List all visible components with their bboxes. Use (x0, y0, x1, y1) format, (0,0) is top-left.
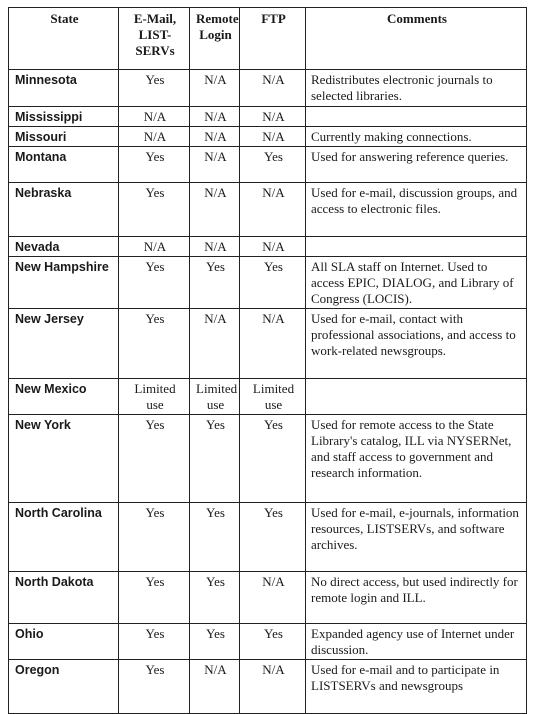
header-ftp: FTP (240, 8, 306, 70)
state-cell: Ohio (9, 624, 119, 660)
remote-login-cell: N/A (190, 237, 240, 257)
state-cell: Oregon (9, 660, 119, 714)
state-cell: Montana (9, 147, 119, 183)
state-cell: Missouri (9, 127, 119, 147)
header-comments: Comments (306, 8, 527, 70)
table-header (9, 8, 527, 70)
table-row (9, 257, 527, 309)
table-row (9, 415, 527, 503)
comment-cell: Used for e-mail and to participate in LISTSERVs and newsgroups (306, 660, 527, 714)
table-body (9, 70, 527, 714)
table-row (9, 503, 527, 572)
remote-login-cell: N/A (190, 309, 240, 379)
email-cell: N/A (119, 107, 190, 127)
comment-cell: Used for answering reference queries. (306, 147, 527, 183)
state-cell: North Dakota (9, 572, 119, 624)
ftp-cell: Yes (240, 624, 306, 660)
table-row (9, 237, 527, 257)
comment-cell: Currently making connections. (306, 127, 527, 147)
table-row (9, 309, 527, 379)
state-cell: North Carolina (9, 503, 119, 572)
ftp-cell: N/A (240, 572, 306, 624)
header-email-listservs: E-Mail, LIST-SERVs (119, 8, 190, 70)
internet-use-table (8, 7, 527, 714)
ftp-cell: Yes (240, 503, 306, 572)
table-row (9, 572, 527, 624)
ftp-cell: N/A (240, 183, 306, 237)
remote-login-cell: Limited use (190, 379, 240, 415)
comment-cell: All SLA staff on Internet. Used to access EPIC, DIALOG, and Library of Congress (LOCIS). (306, 257, 527, 309)
email-cell: Yes (119, 415, 190, 503)
table-row (9, 107, 527, 127)
email-cell: Yes (119, 660, 190, 714)
remote-login-cell: Yes (190, 415, 240, 503)
ftp-cell: Yes (240, 147, 306, 183)
email-cell: Yes (119, 624, 190, 660)
ftp-cell: N/A (240, 660, 306, 714)
comment-cell: Used for e-mail, discussion groups, and access to electronic files. (306, 183, 527, 237)
state-cell: New Mexico (9, 379, 119, 415)
table-row (9, 379, 527, 415)
header-state: State (9, 8, 119, 70)
comment-cell (306, 237, 527, 257)
state-cell: Nevada (9, 237, 119, 257)
table-row (9, 183, 527, 237)
table-row (9, 147, 527, 183)
email-cell: Yes (119, 257, 190, 309)
remote-login-cell: Yes (190, 257, 240, 309)
email-cell: Yes (119, 572, 190, 624)
remote-login-cell: N/A (190, 183, 240, 237)
email-cell: Yes (119, 70, 190, 107)
email-cell: Yes (119, 183, 190, 237)
remote-login-cell: Yes (190, 624, 240, 660)
email-cell: Yes (119, 147, 190, 183)
remote-login-cell: N/A (190, 127, 240, 147)
email-cell: N/A (119, 127, 190, 147)
email-cell: Yes (119, 309, 190, 379)
table-row (9, 624, 527, 660)
email-cell: N/A (119, 237, 190, 257)
state-cell: Minnesota (9, 70, 119, 107)
state-cell: Mississippi (9, 107, 119, 127)
ftp-cell: Yes (240, 257, 306, 309)
comment-cell (306, 379, 527, 415)
ftp-cell: Yes (240, 415, 306, 503)
document-page (8, 7, 526, 705)
email-cell: Yes (119, 503, 190, 572)
state-cell: New York (9, 415, 119, 503)
state-cell: New Jersey (9, 309, 119, 379)
email-cell: Limited use (119, 379, 190, 415)
ftp-cell: N/A (240, 237, 306, 257)
ftp-cell: N/A (240, 127, 306, 147)
comment-cell: No direct access, but used indirectly for remote login and ILL. (306, 572, 527, 624)
ftp-cell: N/A (240, 70, 306, 107)
comment-cell: Expanded agency use of Internet under discussion. (306, 624, 527, 660)
remote-login-cell: Yes (190, 503, 240, 572)
remote-login-cell: N/A (190, 660, 240, 714)
header-row (9, 8, 527, 70)
state-cell: New Hampshire (9, 257, 119, 309)
comment-cell: Redistributes electronic journals to selected libraries. (306, 70, 527, 107)
comment-cell (306, 107, 527, 127)
comment-cell: Used for e-mail, contact with professional associations, and access to work-related newsgroups. (306, 309, 527, 379)
ftp-cell: N/A (240, 309, 306, 379)
remote-login-cell: N/A (190, 70, 240, 107)
state-cell: Nebraska (9, 183, 119, 237)
comment-cell: Used for remote access to the State Library's catalog, ILL via NYSERNet, and staff access to government and research information. (306, 415, 527, 503)
ftp-cell: N/A (240, 107, 306, 127)
table-row (9, 70, 527, 107)
header-remote-login: Remote Login (190, 8, 240, 70)
remote-login-cell: N/A (190, 147, 240, 183)
remote-login-cell: Yes (190, 572, 240, 624)
comment-cell: Used for e-mail, e-journals, information resources, LISTSERVs, and software archives. (306, 503, 527, 572)
ftp-cell: Limited use (240, 379, 306, 415)
table-row (9, 127, 527, 147)
remote-login-cell: N/A (190, 107, 240, 127)
table-row (9, 660, 527, 714)
